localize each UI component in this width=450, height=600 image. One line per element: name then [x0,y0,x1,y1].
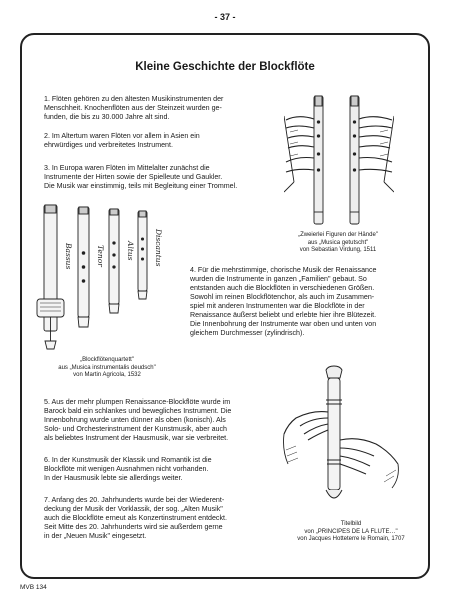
paragraph-line: 1. Flöten gehören zu den ältesten Musikinstrumenten der [44,95,224,103]
quartet-label-discantus: Discantus [154,229,163,267]
quartet-caption [52,357,162,380]
paragraph-line: Die Musik war einstimmig, teils mit Begleitung einer Trommel. [44,182,238,190]
paragraph-4 [190,266,376,338]
paragraph-line: entstanden auch die Blockflöten in verschiedenen Größen. [190,284,375,292]
paragraph-3 [44,164,237,191]
caption-line: von Sebastian Virdung, 1511 [299,247,377,254]
caption-line: von „PRINCIPES DE LA FLUTE…" [304,528,398,535]
page-title: Kleine Geschichte der Blockflöte [135,61,315,73]
paragraph-7 [44,496,227,541]
paragraph-line: Solo- und Orchesterinstrument der Kunstmusik, aber auch [44,425,227,433]
hands-caption [278,232,398,255]
caption-line: Titelbild [340,521,362,527]
paragraph-line: 4. Für die mehrstimmige, chorische Musik der Renaissance [190,266,377,274]
paragraph-line: In der Hausmusik lebte sie allerdings weiter. [44,474,183,482]
paragraph-2 [44,132,200,150]
paragraph-line: Blockflöte mit wenigen Ausnahmen nicht vorhanden. [44,465,209,473]
title-image-caption [286,521,416,544]
paragraph-line: Innenbohrung wurde unten dünner als oben (konisch). Als [44,416,226,424]
caption-line: „Zweierlei Figuren der Hände" [298,232,378,238]
paragraph-5 [44,398,231,443]
caption-line: aus „Musica instrumentalis deudsch" [58,364,156,371]
paragraph-line: Menschheit. Knochenflöten aus der Steinzeit wurden ge- [44,104,222,112]
paragraph-line: 2. Im Altertum waren Flöten vor allem in Asien ein [44,132,200,140]
paragraph-line: gleichem Durchmesser (zylindrisch). [190,329,305,337]
footer-code: MVB 134 [20,584,47,591]
paragraph-line: 3. In Europa waren Flöten im Mittelalter zunächst die [44,164,210,172]
paragraph-line: Sowohl im reinen Blockflötenchor, als auch im Zusammen- [190,293,375,301]
page-number: - 37 - [214,12,236,22]
paragraph-line: 7. Anfang des 20. Jahrhunderts wurde bei der Wiederent- [44,496,225,504]
paragraph-line: in der „Neuen Musik" eingesetzt. [44,532,147,540]
hands-recorder-illustration [284,92,394,232]
recorder-quartet-illustration [32,203,182,353]
quartet-label-tenor: Tenor [96,245,105,267]
paragraph-line: 6. In der Kunstmusik der Klassik und Romantik ist die [44,456,212,464]
paragraph-line: wurden die Instrumente in ganzen „Familien" gebaut. So [190,275,367,283]
hotteterre-illustration [282,360,402,510]
paragraph-line: als beliebtes Instrument der Hausmusik, war sie verbreitet. [44,434,229,442]
caption-line: von Jacques Hotteterre le Romain, 1707 [297,536,405,543]
paragraph-line: Seit Mitte des 20. Jahrhunderts wird sie außerdem gerne [44,523,223,531]
paragraph-line: Renaissance äußerst beliebt und erlebte hier ihre Blütezeit. [190,311,377,319]
paragraph-line: ehrwürdiges und verbreitetes Instrument. [44,141,173,149]
caption-line: „Blockflötenquartett" [80,357,134,363]
paragraph-line: Instrumente der Hirten sowie der Spielleute und Gaukler. [44,173,223,181]
paragraph-line: spiel mit anderen Instrumenten war die Blockflöte in der [190,302,365,310]
paragraph-line: deckung der Musik der Vorklassik, der sog. „Alten Musik" [44,505,223,513]
quartet-label-bassus: Bassus [64,243,73,270]
quartet-label-altus: Altus [126,241,135,261]
caption-line: von Martin Agricola, 1532 [73,372,141,379]
paragraph-line: Die Innenbohrung der Instrumente war oben und unten von [190,320,377,328]
paragraph-line: Barock bald ein schlankes und bewegliches Instrument. Die [44,407,232,415]
paragraph-line: 5. Aus der mehr plumpen Renaissance-Blockflöte wurde im [44,398,231,406]
paragraph-line: funden, die bis zu 30.000 Jahre alt sind. [44,113,170,121]
paragraph-line: auch die Blockflöte erneut als Konzertinstrument entdeckt. [44,514,227,522]
paragraph-1 [44,95,223,122]
paragraph-6 [44,456,212,483]
caption-line: aus „Musica getutscht" [307,239,369,246]
